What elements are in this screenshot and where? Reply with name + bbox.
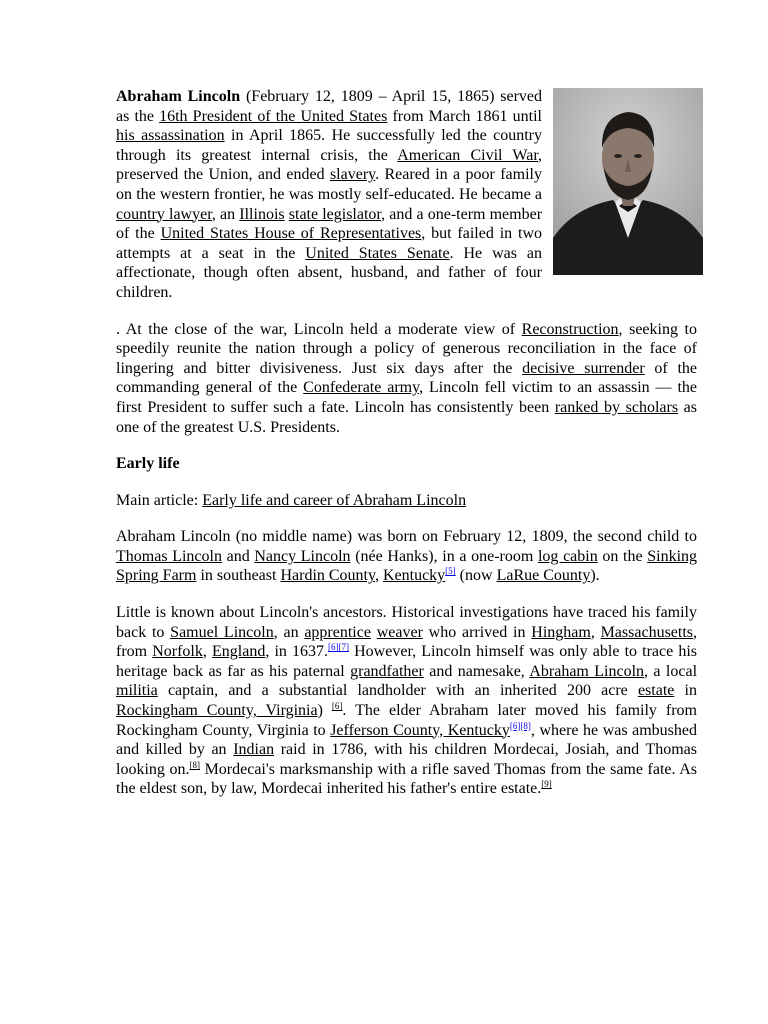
- ancestry-text: Little is known about Lincoln's ancestors. Historical investigations have traced his family back to: [116, 604, 697, 641]
- link-norfolk[interactable]: Norfolk: [152, 643, 203, 661]
- link-samuel-lincoln[interactable]: Samuel Lincoln: [170, 623, 274, 641]
- citation-ref[interactable]: [6][8]: [509, 720, 531, 731]
- ancestry-text: , in 1637.: [265, 643, 329, 661]
- ancestry-text: ): [317, 702, 332, 720]
- link-slavery[interactable]: slavery: [329, 166, 376, 184]
- main-article-prefix: Main article:: [116, 491, 203, 509]
- intro-text: , but failed in two attempts at a seat in the: [116, 225, 543, 262]
- ancestry-text: , from: [116, 623, 698, 661]
- war-text: of the commanding general of the: [116, 359, 697, 397]
- war-text: , seeking to speedily reunite the nation through a policy of generous reconciliation in the face of lingering and bitter divisiveness. Just six days after the: [116, 320, 697, 377]
- link-rockingham-county[interactable]: Rockingham County, Virginia: [116, 702, 318, 720]
- link-us-house[interactable]: United States House of Representatives: [160, 225, 422, 243]
- article-body: [116, 87, 697, 816]
- link-england[interactable]: England: [212, 643, 266, 661]
- intro-text: . Reared in a poor family on the western frontier, he was mostly self-educated. He became a: [116, 166, 542, 203]
- link-hardin-county[interactable]: Hardin County: [280, 567, 375, 585]
- birth-paragraph: [116, 527, 697, 586]
- link-illinois[interactable]: Illinois: [239, 205, 285, 223]
- birth-text: ).: [590, 567, 600, 585]
- intro-text: , an: [211, 205, 240, 223]
- link-abraham-lincoln-captain[interactable]: Abraham Lincoln: [529, 662, 645, 680]
- intro-text: from March 1861 until: [387, 107, 542, 125]
- link-confederate-army[interactable]: Confederate army: [303, 379, 420, 397]
- birth-text: in southeast: [196, 567, 281, 585]
- section-heading-early-life: Early life: [116, 455, 180, 473]
- ancestry-text: , a local: [644, 662, 698, 680]
- link-reconstruction[interactable]: Reconstruction: [521, 320, 619, 338]
- link-hingham[interactable]: Hingham: [531, 623, 591, 641]
- citation-ref[interactable]: [6][7]: [328, 642, 350, 653]
- link-state-legislator[interactable]: state legislator: [288, 205, 382, 223]
- intro-paragraph: [116, 87, 697, 303]
- portrait-photo: [553, 88, 703, 275]
- citation-ref[interactable]: [6]: [331, 701, 343, 712]
- main-article-note: [116, 491, 697, 511]
- intro-text: . He was an affectionate, though often absent, husband, and father of four children.: [116, 244, 543, 301]
- ancestry-paragraph: [116, 603, 697, 799]
- war-text: as one of the greatest U.S. Presidents.: [116, 398, 698, 436]
- link-nancy-lincoln[interactable]: Nancy Lincoln: [254, 547, 351, 565]
- war-text: . At the close of the war, Lincoln held a moderate view of: [116, 320, 522, 338]
- ancestry-text: who arrived in: [422, 623, 532, 641]
- birth-text: (now: [455, 567, 497, 585]
- citation-ref[interactable]: [8]: [189, 759, 200, 770]
- link-apprentice[interactable]: apprentice: [304, 623, 371, 641]
- link-kentucky[interactable]: Kentucky: [382, 567, 446, 585]
- ancestry-text: raid in 1786, with his children Mordecai, Josiah, and Thomas looking on.: [116, 741, 697, 778]
- ancestry-text: , where he was ambushed and killed by an: [116, 721, 697, 759]
- ancestry-text: ,: [202, 643, 212, 661]
- citation-ref[interactable]: [9]: [541, 779, 552, 790]
- intro-text: (February 12, 1809 – April 15, 1865) served as the: [116, 88, 543, 125]
- birth-text: on the: [597, 547, 648, 565]
- intro-text: , and a one-term member of the: [116, 205, 543, 243]
- ancestry-text: Mordecai's marksmanship with a rifle saved Thomas from the same fate. As the eldest son, by law, Mordecai inherited his father's entire estate.: [116, 760, 698, 798]
- link-assassination[interactable]: his assassination: [116, 127, 225, 145]
- link-jefferson-county[interactable]: Jefferson County, Kentucky: [330, 721, 510, 739]
- birth-text: (née Hanks), in a one-room: [350, 547, 538, 565]
- birth-text: Abraham Lincoln (no middle name) was born on February 12, 1809, the second child to: [116, 528, 697, 546]
- ancestry-text: . The elder Abraham later moved his family from Rockingham County, Virginia to: [116, 702, 697, 739]
- link-indian[interactable]: Indian: [233, 741, 275, 759]
- war-text: , Lincoln fell victim to an assassin — the first President to suffer such a fate. Lincoln has consistently been: [116, 379, 698, 416]
- war-paragraph: [116, 320, 697, 438]
- link-decisive-surrender[interactable]: decisive surrender: [522, 359, 645, 377]
- link-ranked-by-scholars[interactable]: ranked by scholars: [554, 398, 679, 416]
- ancestry-text: captain, and a substantial landholder with an inherited 200 acre: [157, 682, 638, 700]
- citation-ref[interactable]: [5]: [445, 566, 456, 577]
- birth-text: ,: [374, 567, 383, 585]
- ancestry-text: and namesake,: [423, 662, 530, 680]
- ancestry-text: ,: [590, 623, 601, 641]
- link-grandfather[interactable]: grandfather: [350, 662, 424, 680]
- link-weaver[interactable]: weaver: [376, 623, 423, 641]
- link-larue-county[interactable]: LaRue County: [496, 567, 591, 585]
- link-main-article[interactable]: Early life and career of Abraham Lincoln: [202, 491, 467, 509]
- link-american-civil-war[interactable]: American Civil War: [397, 146, 539, 164]
- ancestry-text: , an: [273, 623, 305, 641]
- link-massachusetts[interactable]: Massachusetts: [600, 623, 694, 641]
- ancestry-text: in: [674, 682, 697, 700]
- link-country-lawyer[interactable]: country lawyer: [116, 205, 212, 223]
- lincoln-portrait: [553, 88, 703, 275]
- link-estate[interactable]: estate: [637, 682, 675, 700]
- ancestry-text: However, Lincoln himself was only able to trace his heritage back as far as his paternal: [116, 643, 697, 680]
- link-thomas-lincoln[interactable]: Thomas Lincoln: [116, 547, 222, 565]
- link-sinking-spring-farm[interactable]: Sinking Spring Farm: [116, 547, 698, 585]
- intro-text: in April 1865. He successfully led the country through its greatest internal crisis, the: [116, 127, 542, 164]
- birth-text: and: [221, 547, 255, 565]
- link-us-senate[interactable]: United States Senate: [305, 244, 450, 262]
- subject-name: Abraham Lincoln: [116, 88, 241, 105]
- intro-text: , preserved the Union, and ended: [116, 146, 543, 184]
- link-log-cabin[interactable]: log cabin: [537, 547, 598, 565]
- link-16th-president[interactable]: 16th President of the United States: [159, 107, 388, 125]
- link-militia[interactable]: militia: [116, 682, 158, 700]
